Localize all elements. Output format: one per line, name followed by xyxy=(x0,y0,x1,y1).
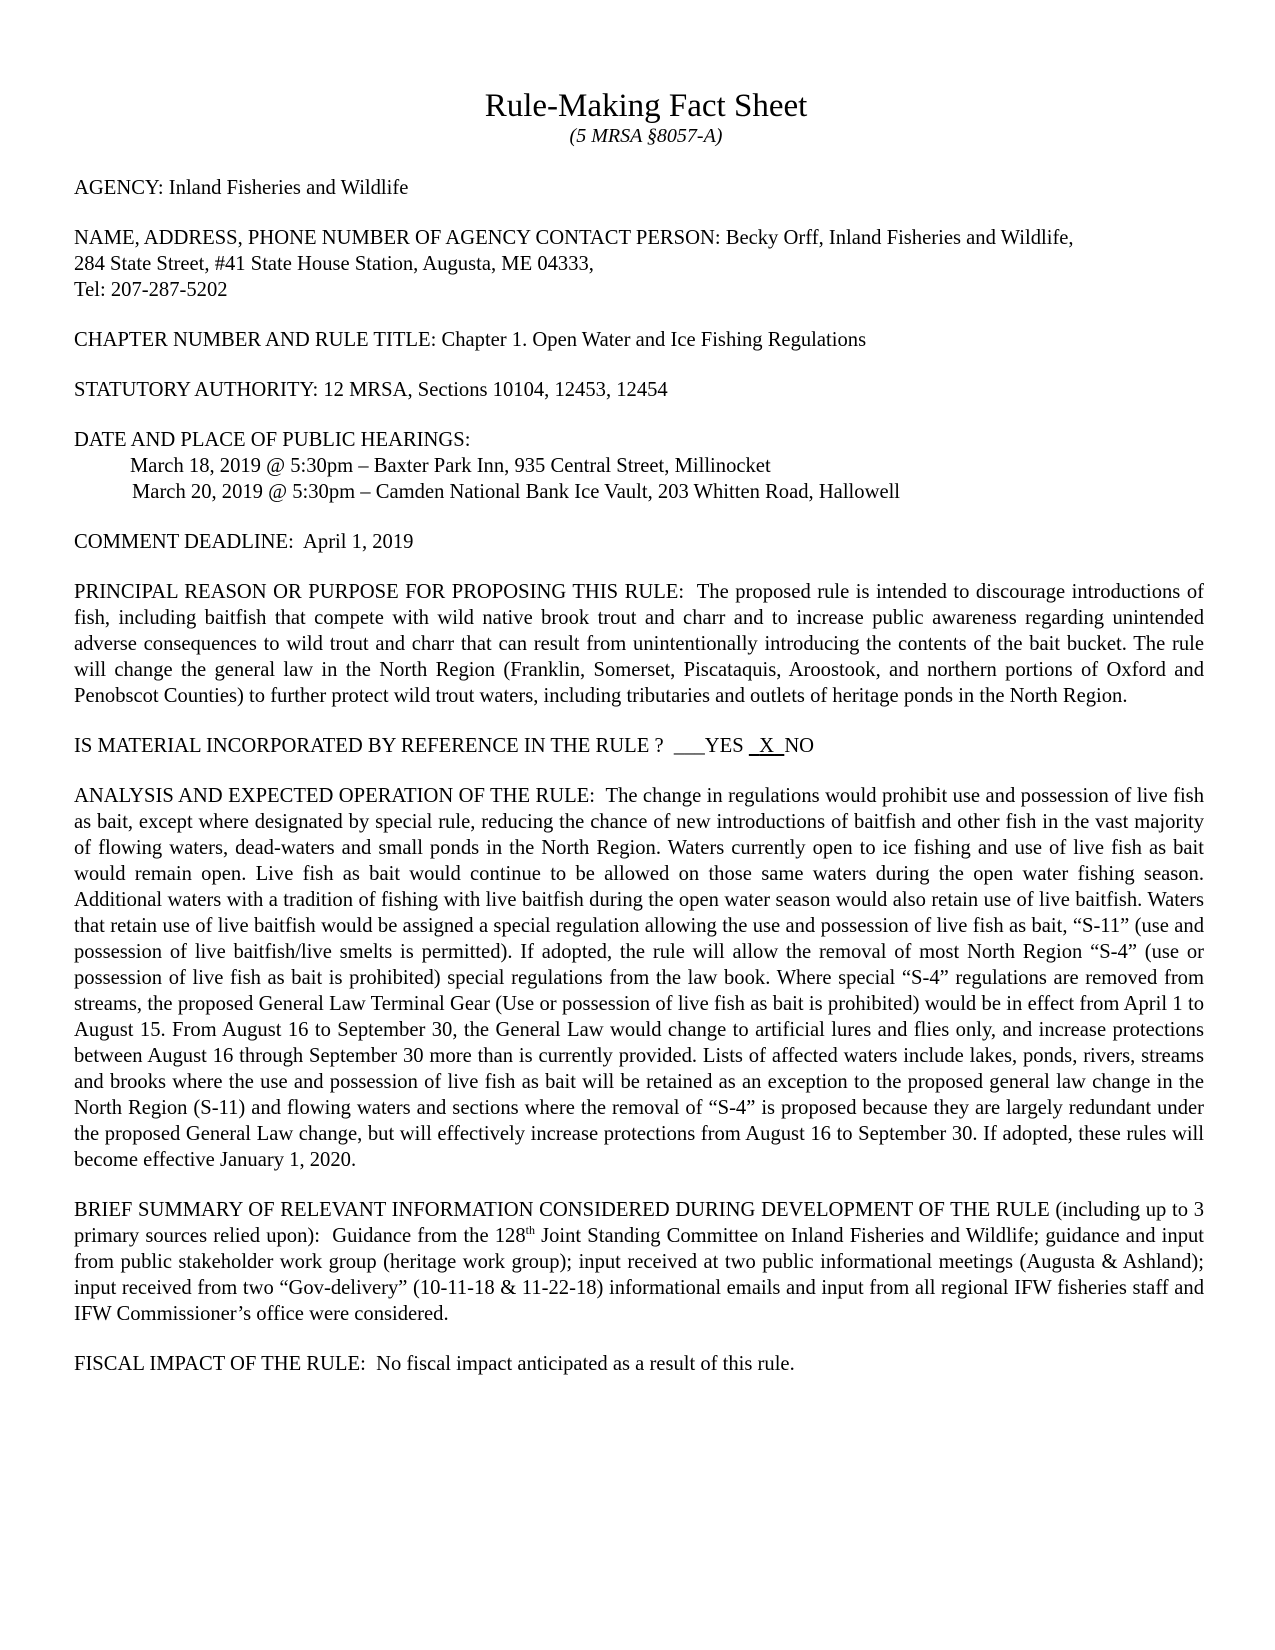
contact-tel: Tel: 207-287-5202 xyxy=(74,279,228,301)
analysis-label: ANALYSIS AND EXPECTED OPERATION OF THE RULE: xyxy=(74,785,595,807)
deadline-label: COMMENT DEADLINE: xyxy=(74,531,294,553)
hearings-label: DATE AND PLACE OF PUBLIC HEARINGS: xyxy=(74,429,471,451)
contact-field xyxy=(74,225,1204,303)
analysis-text: The change in regulations would prohibit use and possession of live fish as bait, except where designated by special rule, reducing the chance of new introductions of baitfish and other fish in the vast majority of flowing waters, dead-waters and small ponds in the North Region. Waters currently open to ice fishing and use of live fish as bait would remain open. Live fish as bait would continue to be allowed on those same waters during the open water fishing season. Additional waters with a tradition of fishing with live baitfish during the open water season would also retain use of live baitfish. Waters that retain use of live baitfish would be assigned a special regulation allowing the use and possession of live fish as bait, “S-11” (use and possession of live baitfish/live smelts is permitted). If adopted, the rule will allow the removal of most North Region “S-4” (use or possession of live fish as bait is prohibited) special regulations from the law book. Where special “S-4” regulations are removed from streams, the proposed General Law Terminal Gear (Use or possession of live fish as bait is prohibited) would be in effect from April 1 to August 15. From August 16 to September 30, the General Law would change to artificial lures and flies only, and increase protections between August 16 through September 30 more than is currently provided. Lists of affected waters include lakes, ponds, rivers, streams and brooks where the use and possession of live fish as bait will be retained as an exception to the proposed general law change in the North Region (S-11) and flowing waters and sections where the removal of “S-4” is proposed because they are largely redundant under the proposed General Law change, but will effectively increase protections from August 16 to September 30. If adopted, these rules will become effective January 1, 2020. xyxy=(74,785,1204,1171)
analysis-field xyxy=(74,783,1204,1173)
agency-field xyxy=(74,175,1204,201)
document-page xyxy=(74,86,1204,1377)
document-subtitle: (5 MRSA §8057-A) xyxy=(569,125,723,147)
authority-value: 12 MRSA, Sections 10104, 12453, 12454 xyxy=(323,379,668,401)
incorporated-field xyxy=(74,733,1204,759)
document-header xyxy=(74,86,1204,146)
authority-field xyxy=(74,377,1204,403)
summary-label: BRIEF SUMMARY OF RELEVANT INFORMATION CONSIDERED DURING DEVELOPMENT OF THE RULE (including up to 3 primary sources relied upon): xyxy=(74,1199,1204,1247)
summary-field xyxy=(74,1197,1204,1327)
purpose-text: The proposed rule is intended to discourage introductions of fish, including baitfish that compete with wild native brook trout and charr and to increase public awareness regarding unintended adverse consequences to wild trout and charr that can result from unintentionally introducing the contents of the bait bucket. The rule will change the general law in the North Region (Franklin, Somerset, Piscataquis, Aroostook, and northern portions of Oxford and Penobscot Counties) to further protect wild trout waters, including tributaries and outlets of heritage ponds in the North Region. xyxy=(74,581,1204,707)
chapter-value: Chapter 1. Open Water and Ice Fishing Regulations xyxy=(441,329,867,351)
authority-label: STATUTORY AUTHORITY: xyxy=(74,379,319,401)
contact-address: 284 State Street, #41 State House Station, Augusta, ME 04333, xyxy=(74,253,594,275)
purpose-label: PRINCIPAL REASON OR PURPOSE FOR PROPOSING THIS RULE: xyxy=(74,581,685,603)
contact-name: Becky Orff, Inland Fisheries and Wildlife, xyxy=(725,227,1074,249)
incorporated-no-mark: X xyxy=(759,735,775,757)
summary-text: Guidance from the 128th Joint Standing Committee on Inland Fisheries and Wildlife; guidance and input from public stakeholder work group (heritage work group); input received at two public informational meetings (Augusta & Ashland); input received from two “Gov-delivery” (10-11-18 & 11-22-18) informational emails and input from all regional IFW fisheries staff and IFW Commissioner’s office were considered. xyxy=(74,1223,1205,1325)
agency-value: Inland Fisheries and Wildlife xyxy=(168,177,409,199)
deadline-value: April 1, 2019 xyxy=(303,531,414,553)
hearing-item: March 18, 2019 @ 5:30pm – Baxter Park Inn, 935 Central Street, Millinocket xyxy=(130,455,771,477)
fiscal-value: No fiscal impact anticipated as a result of this rule. xyxy=(376,1353,795,1375)
incorporated-label: IS MATERIAL INCORPORATED BY REFERENCE IN THE RULE ? xyxy=(74,735,664,757)
chapter-field xyxy=(74,327,1204,353)
deadline-field xyxy=(74,529,1204,555)
contact-label: NAME, ADDRESS, PHONE NUMBER OF AGENCY CONTACT PERSON: xyxy=(74,227,721,249)
document-title: Rule-Making Fact Sheet xyxy=(484,88,808,124)
hearing-item: March 20, 2019 @ 5:30pm – Camden National Bank Ice Vault, 203 Whitten Road, Hallowell xyxy=(132,481,901,503)
hearings-field xyxy=(74,427,1204,505)
incorporated-yes-label: YES xyxy=(704,735,744,757)
purpose-field xyxy=(74,579,1204,709)
incorporated-yes-blank: ___ xyxy=(673,735,705,757)
ordinal-superscript: th xyxy=(525,1223,535,1238)
fiscal-label: FISCAL IMPACT OF THE RULE: xyxy=(74,1353,366,1375)
chapter-label: CHAPTER NUMBER AND RULE TITLE: xyxy=(74,329,437,351)
incorporated-no-label: NO xyxy=(784,735,815,757)
fiscal-field xyxy=(74,1351,1204,1377)
agency-label: AGENCY: xyxy=(74,177,164,199)
